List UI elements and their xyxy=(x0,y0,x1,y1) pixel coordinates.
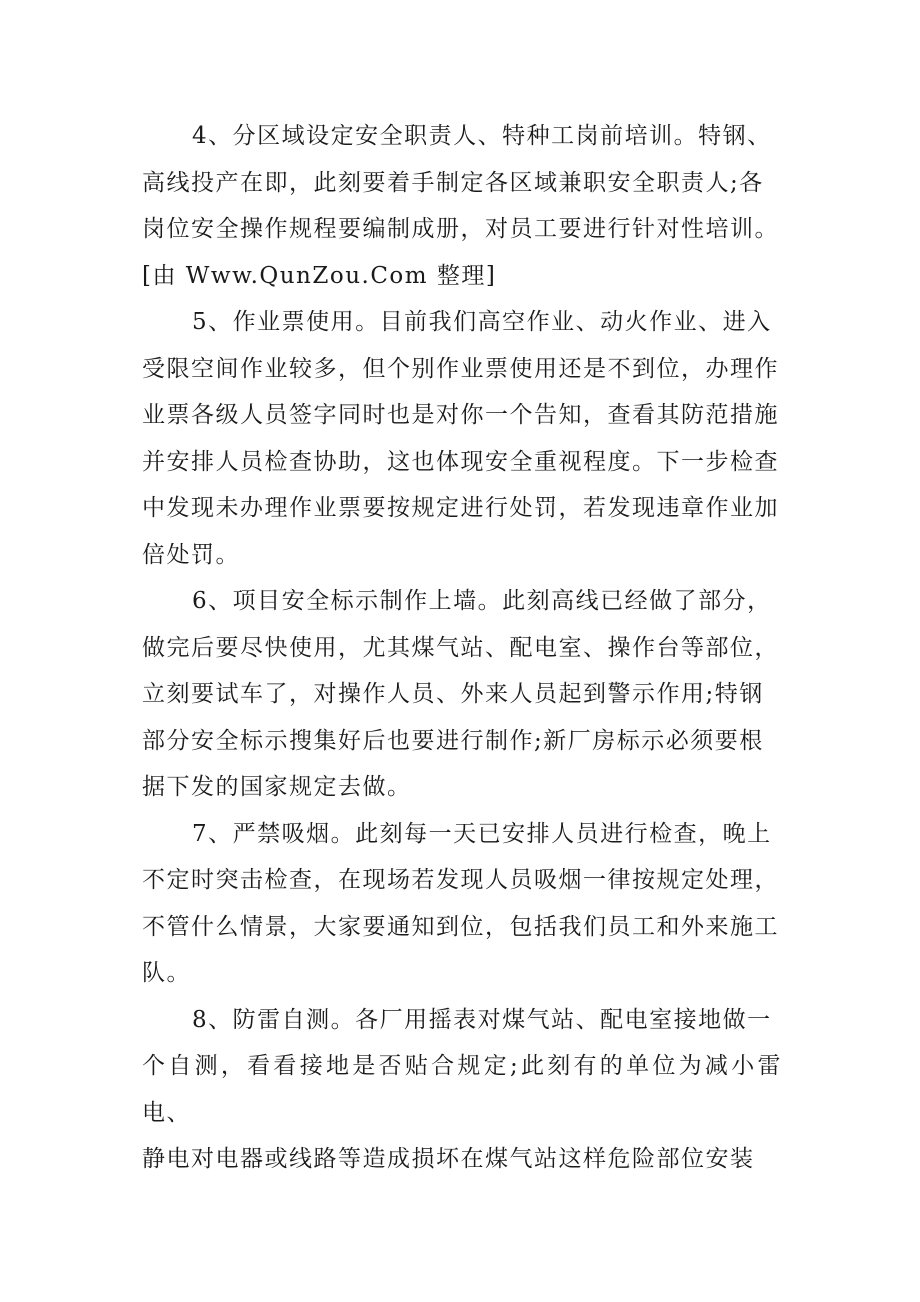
paragraph-line: 据下发的国家规定去做。 xyxy=(142,774,412,800)
paragraph-line: 不定时突击检查，在现场若发现人员吸烟一律按规定处理， xyxy=(142,867,779,893)
paragraph-line: 8、防雷自测。各厂用摇表对煤气站、配电室接地做一 xyxy=(192,1006,772,1033)
paragraph-line: 静电对电器或线路等造成损坏在煤气站这样危险部位安装 xyxy=(142,1146,755,1172)
paragraph-line: 5、作业票使用。目前我们高空作业、动火作业、进入 xyxy=(192,309,772,335)
paragraph-line: 中发现未办理作业票要按规定进行处罚，若发现违章作业加 xyxy=(142,495,779,521)
paragraph-line: 4、分区域设定安全职责人、特种工岗前培训。特钢、 xyxy=(192,123,772,149)
paragraph-line: 并安排人员检查协助，这也体现安全重视程度。下一步检查 xyxy=(142,448,779,475)
paragraph-line: 立刻要试车了，对操作人员、外来人员起到警示作用;特钢 xyxy=(142,681,764,707)
paragraph-line: 倍处罚。 xyxy=(142,541,240,568)
paragraph-line: 队。 xyxy=(142,960,191,986)
paragraph-line: 7、严禁吸烟。此刻每一天已安排人员进行检查，晚上 xyxy=(192,820,772,847)
paragraph-5 xyxy=(142,299,782,578)
paragraph-line: 业票各级人员签字同时也是对你一个告知，查看其防范措施 xyxy=(142,402,779,428)
paragraph-6 xyxy=(142,578,782,811)
paragraph-line: 岗位安全操作规程要编制成册，对员工要进行针对性培训。 xyxy=(142,216,779,242)
paragraph-line: 6、项目安全标示制作上墙。此刻高线已经做了部分， xyxy=(192,588,772,614)
paragraph-line: 部分安全标示搜集好后也要进行制作;新厂房标示必须要根 xyxy=(142,727,764,754)
paragraph-line: 不管什么情景，大家要通知到位，包括我们员工和外来施工 xyxy=(142,913,779,940)
paragraph-line: 个自测，看看接地是否贴合规定;此刻有的单位为减小雷电、 xyxy=(142,1053,782,1126)
paragraph-7 xyxy=(142,811,782,997)
paragraph-8 xyxy=(142,997,782,1183)
paragraph-line: 做完后要尽快使用，尤其煤气站、配电室、操作台等部位， xyxy=(142,634,779,661)
paragraph-line: 受限空间作业较多，但个别作业票使用还是不到位，办理作 xyxy=(142,355,779,382)
paragraph-4 xyxy=(142,113,782,299)
document-body xyxy=(142,113,782,1183)
source-note: [由 Www.QunZou.Com 整理] xyxy=(142,262,497,289)
paragraph-line: 高线投产在即，此刻要着手制定各区域兼职安全职责人;各 xyxy=(142,169,764,196)
